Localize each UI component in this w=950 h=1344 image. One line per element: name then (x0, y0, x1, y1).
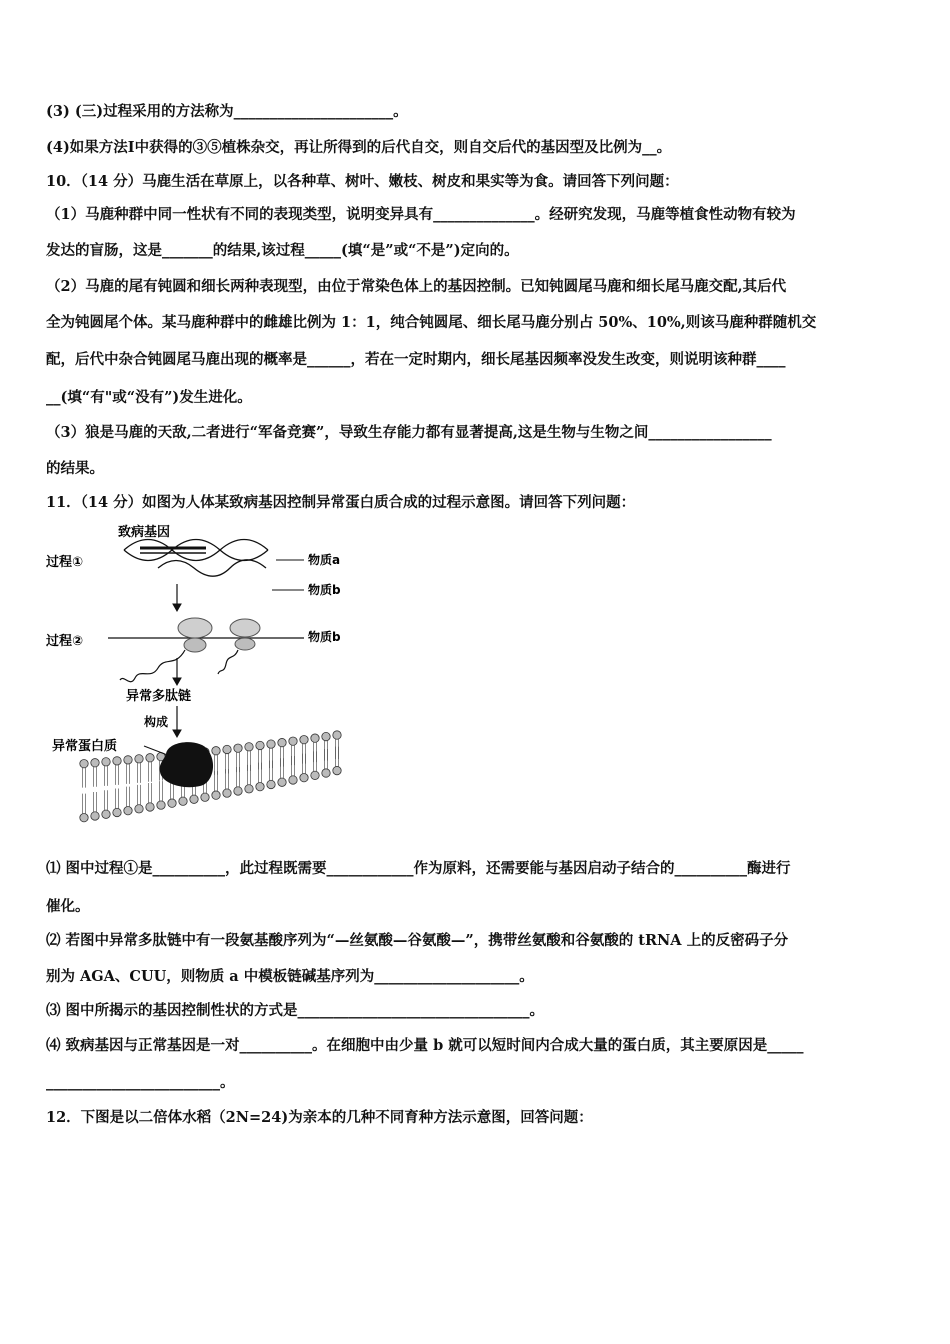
lipid-head (333, 731, 341, 739)
peptide-chain-2 (218, 650, 238, 674)
arrow-down-1 (173, 584, 181, 611)
line-12: 11．（14 分）如图为人体某致病基因控制异常蛋白质合成的过程示意图。请回答下列问题： (46, 494, 636, 511)
line-17: ⑶ 图中所揭示的基因控制性状的方式是________________________________。 (46, 1002, 545, 1019)
lipid-head (289, 737, 297, 745)
lipid-head (212, 791, 220, 799)
peptide-chain-1 (120, 650, 185, 682)
lipid-head (289, 776, 297, 784)
lipid-head (157, 801, 165, 809)
lipid-head (267, 740, 275, 748)
line-3: 10．（14 分）马鹿生活在草原上，以各种草、树叶、嫩枝、树皮和果实等为食。请回答下列问题： (46, 173, 679, 190)
line-18: ⑷ 致病基因与正常基因是一对__________。在细胞中由少量 b 就可以短时间内合成大量的蛋白质，其主要原因是_____ (46, 1037, 804, 1054)
line-1: (3) (三)过程采用的方法称为______________________。 (46, 103, 408, 120)
lipid-head (267, 780, 275, 788)
lipid-head (124, 756, 132, 764)
line-4: （1）马鹿种群中同一性状有不同的表现类型，说明变异具有______________。经研究发现，马鹿等植食性动物有较为 (46, 206, 796, 223)
line-5: 发达的盲肠，这是_______的结果,该过程_____(填“是”或“不是”)定向的。 (46, 242, 519, 259)
lipid-head (333, 766, 341, 774)
process1-label: 过程① (46, 555, 84, 570)
line-14: 催化。 (46, 898, 90, 915)
lipid-head (256, 741, 264, 749)
lipid-head (311, 734, 319, 742)
lipid-head (91, 812, 99, 820)
lipid-head (190, 795, 198, 803)
lipid-head (80, 813, 88, 821)
line-6: （2）马鹿的尾有钝圆和细长两种表现型，由位于常染色体上的基因控制。已知钝圆尾马鹿和细长尾马鹿交配,其后代 (46, 278, 787, 295)
lipid-head (311, 771, 319, 779)
arrow-down-3 (173, 706, 181, 737)
lipid-head (102, 758, 110, 766)
lipid-head (234, 744, 242, 752)
lipid-head (135, 805, 143, 813)
ribosome-2 (230, 619, 260, 650)
lipid-head (322, 732, 330, 740)
lipid-head (234, 787, 242, 795)
gene-label: 致病基因 (118, 525, 171, 540)
lipid-head (223, 745, 231, 753)
process2-label: 过程② (46, 634, 84, 649)
lipid-head (146, 754, 154, 762)
line-16: 别为 AGA、CUU，则物质 a 中模板链碱基序列为____________________。 (46, 968, 534, 985)
lipid-head (91, 759, 99, 767)
lipid-head (201, 793, 209, 801)
substance-b-label-1: 物质b (308, 583, 341, 597)
abnormal-protein-label: 异常蛋白质 (52, 739, 118, 754)
lipid-head (168, 799, 176, 807)
lipid-head (146, 803, 154, 811)
lipid-head (179, 797, 187, 805)
lipid-head (256, 782, 264, 790)
line-15: ⑵ 若图中异常多肽链中有一段氨基酸序列为“—丝氨酸—谷氨酸—”，携带丝氨酸和谷氨酸的 tRNA 上的反密码子分 (46, 932, 789, 949)
lipid-head (102, 810, 110, 818)
substance-b-label-2: 物质b (308, 630, 341, 644)
lipid-head (223, 789, 231, 797)
lipid-head (300, 735, 308, 743)
constitute-label: 构成 (144, 715, 169, 729)
lipid-head (245, 785, 253, 793)
line-7: 全为钝圆尾个体。某马鹿种群中的雌雄比例为 1：1，纯合钝圆尾、细长尾马鹿分别占 50%、10%,则该马鹿种群随机交 (46, 314, 817, 331)
dna-helix (124, 540, 268, 561)
lipid-head (113, 757, 121, 765)
lipid-head (80, 759, 88, 767)
line-10: （3）狼是马鹿的天敌,二者进行“军备竞赛”，导致生存能力都有显著提高,这是生物与生物之间_________________ (46, 424, 772, 441)
ribosome-1 (178, 618, 212, 652)
substance-a-label: 物质a (308, 553, 341, 567)
lipid-head (300, 773, 308, 781)
line-2: (4)如果方法Ⅰ中获得的③⑤植株杂交，再让所得到的后代自交，则自交后代的基因型及比例为__。 (46, 139, 672, 156)
mrna-strand-b (158, 560, 266, 577)
gene-expression-diagram (40, 518, 370, 848)
line-19: ________________________。 (46, 1074, 235, 1091)
lipid-head (124, 806, 132, 814)
line-9: __(填“有"或“没有”)发生进化。 (46, 389, 252, 406)
lipid-head (322, 769, 330, 777)
line-20: 12．下图是以二倍体水稻（2N=24)为亲本的几种不同育种方法示意图，回答问题： (46, 1109, 593, 1126)
abnormal-protein-blob (160, 742, 213, 787)
arrow-down-2 (173, 658, 181, 685)
line-8: 配，后代中杂合钝圆尾马鹿出现的概率是______，若在一定时期内，细长尾基因频率没发生改变，则说明该种群____ (46, 351, 786, 368)
lipid-head (278, 738, 286, 746)
line-11: 的结果。 (46, 460, 104, 477)
polypeptide-label: 异常多肽链 (126, 689, 192, 704)
lipid-head (135, 755, 143, 763)
line-13: ⑴ 图中过程①是__________，此过程既需要____________作为原料，还需要能与基因启动子结合的__________酶进行 (46, 860, 791, 877)
lipid-head (212, 747, 220, 755)
lipid-head (245, 743, 253, 751)
lipid-head (113, 808, 121, 816)
lipid-head (278, 778, 286, 786)
